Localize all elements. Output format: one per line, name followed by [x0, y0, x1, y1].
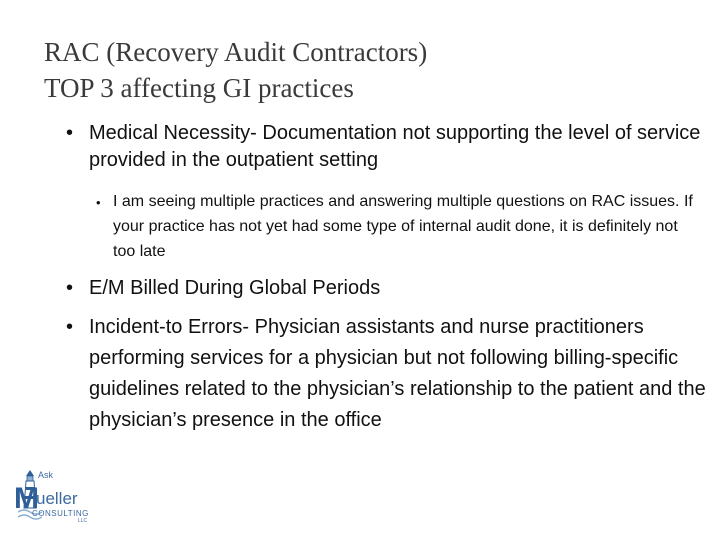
ask-mueller-consulting-logo: [12, 468, 92, 530]
bullet-text: Incident-to Errors- Physician assistants and nurse practitioners performing services for a physician but not following billing-specific guidelines related to the physician’s relationship to the patient and the physician’s presence in the office: [89, 316, 706, 431]
bullet-marker: •: [66, 277, 74, 299]
bullet-medical-necessity: [66, 120, 706, 174]
logo-ask-text: Ask: [38, 470, 54, 480]
bullet-text: Medical Necessity- Documentation not supporting the level of service provided in the outpatient setting: [89, 122, 701, 171]
bullet-marker: •: [96, 195, 101, 210]
title-line-2: TOP 3 affecting GI practices: [44, 73, 354, 103]
slide-title: [44, 34, 684, 106]
sub-bullet-rac-issues: [96, 189, 696, 264]
logo-ueller-text: ueller: [36, 489, 78, 508]
bullet-text: E/M Billed During Global Periods: [89, 277, 381, 299]
bullet-em-global-periods: [66, 275, 706, 302]
logo-llc-text: LLC: [78, 518, 88, 524]
logo-consulting-text: CONSULTING: [32, 509, 89, 518]
bullet-text: I am seeing multiple practices and answering multiple questions on RAC issues. If your practice has not yet had some type of internal audit done, it is definitely not too late: [113, 193, 693, 260]
logo-m-text: M: [14, 482, 39, 515]
bullet-marker: •: [66, 316, 74, 338]
bullet-incident-to-errors: [66, 312, 706, 436]
title-line-1: RAC (Recovery Audit Contractors): [44, 37, 428, 67]
bullet-marker: •: [66, 122, 74, 144]
